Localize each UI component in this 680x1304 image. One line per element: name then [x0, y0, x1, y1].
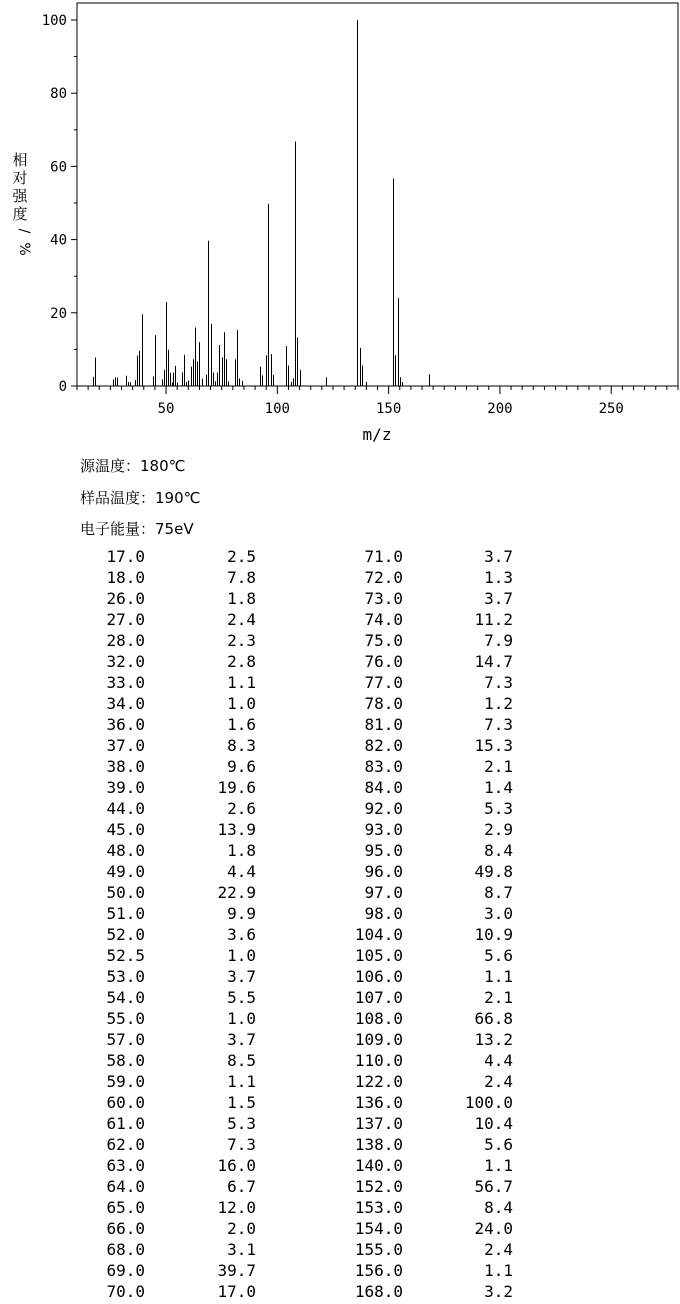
table-row	[0, 903, 680, 924]
mz-cell: 107.0	[354, 988, 403, 1007]
table-row	[0, 777, 680, 798]
mz-cell: 49.0	[106, 862, 145, 881]
x-axis-minor-ticks	[77, 386, 678, 390]
table-row	[0, 1260, 680, 1281]
intensity-cell: 3.7	[227, 1030, 256, 1049]
mz-cell: 54.0	[106, 988, 145, 1007]
mz-cell: 26.0	[106, 589, 145, 608]
mz-cell: 168.0	[354, 1282, 403, 1301]
intensity-cell: 16.0	[217, 1156, 256, 1175]
mz-cell: 72.0	[364, 568, 403, 587]
intensity-cell: 1.6	[227, 715, 256, 734]
intensity-cell: 19.6	[217, 778, 256, 797]
intensity-cell: 3.0	[484, 904, 513, 923]
intensity-cell: 1.2	[484, 694, 513, 713]
table-row	[0, 987, 680, 1008]
mz-cell: 36.0	[106, 715, 145, 734]
table-row	[0, 546, 680, 567]
y-axis-label-char: 对	[12, 169, 28, 187]
table-row	[0, 1008, 680, 1029]
mz-cell: 152.0	[354, 1177, 403, 1196]
table-row	[0, 1281, 680, 1302]
mz-cell: 105.0	[354, 946, 403, 965]
intensity-cell: 6.7	[227, 1177, 256, 1196]
sample-temperature-value: 190℃	[155, 489, 201, 507]
intensity-cell: 7.3	[484, 673, 513, 692]
table-row	[0, 609, 680, 630]
mz-cell: 53.0	[106, 967, 145, 986]
intensity-cell: 3.7	[484, 589, 513, 608]
intensity-cell: 3.7	[227, 967, 256, 986]
intensity-cell: 2.4	[227, 610, 256, 629]
intensity-cell: 1.1	[484, 1261, 513, 1280]
mz-cell: 153.0	[354, 1198, 403, 1217]
table-row	[0, 1197, 680, 1218]
mz-cell: 83.0	[364, 757, 403, 776]
intensity-cell: 9.9	[227, 904, 256, 923]
mass-spectrum-chart	[0, 0, 680, 450]
mz-cell: 81.0	[364, 715, 403, 734]
table-row	[0, 714, 680, 735]
intensity-cell: 11.2	[474, 610, 513, 629]
mz-cell: 28.0	[106, 631, 145, 650]
table-row	[0, 945, 680, 966]
table-row	[0, 861, 680, 882]
mz-cell: 38.0	[106, 757, 145, 776]
intensity-cell: 4.4	[227, 862, 256, 881]
intensity-cell: 8.3	[227, 736, 256, 755]
mz-cell: 92.0	[364, 799, 403, 818]
intensity-cell: 2.6	[227, 799, 256, 818]
mz-cell: 82.0	[364, 736, 403, 755]
mz-cell: 17.0	[106, 547, 145, 566]
plot-border	[77, 3, 678, 386]
mz-cell: 50.0	[106, 883, 145, 902]
table-row	[0, 567, 680, 588]
table-row	[0, 924, 680, 945]
intensity-cell: 14.7	[474, 652, 513, 671]
mz-cell: 84.0	[364, 778, 403, 797]
mz-cell: 33.0	[106, 673, 145, 692]
y-tick-label: 80	[50, 86, 67, 103]
mz-cell: 68.0	[106, 1240, 145, 1259]
mz-cell: 110.0	[354, 1051, 403, 1070]
intensity-cell: 24.0	[474, 1219, 513, 1238]
x-axis-label: m/z	[362, 425, 392, 444]
table-row	[0, 819, 680, 840]
intensity-cell: 1.8	[227, 841, 256, 860]
table-row	[0, 882, 680, 903]
table-row	[0, 651, 680, 672]
mz-cell: 154.0	[354, 1219, 403, 1238]
intensity-cell: 1.5	[227, 1093, 256, 1112]
mz-cell: 63.0	[106, 1156, 145, 1175]
mz-cell: 39.0	[106, 778, 145, 797]
mz-cell: 64.0	[106, 1177, 145, 1196]
intensity-cell: 12.0	[217, 1198, 256, 1217]
intensity-cell: 1.4	[484, 778, 513, 797]
intensity-cell: 1.1	[227, 1072, 256, 1091]
mz-cell: 52.0	[106, 925, 145, 944]
x-tick-label: 200	[487, 401, 513, 417]
y-tick-label: 20	[50, 305, 67, 322]
table-row	[0, 966, 680, 987]
intensity-cell: 13.9	[217, 820, 256, 839]
intensity-cell: 13.2	[474, 1030, 513, 1049]
mz-cell: 136.0	[354, 1093, 403, 1112]
x-tick-label: 100	[264, 401, 290, 417]
mz-cell: 51.0	[106, 904, 145, 923]
intensity-cell: 39.7	[217, 1261, 256, 1280]
mz-cell: 70.0	[106, 1282, 145, 1301]
intensity-cell: 5.6	[484, 1135, 513, 1154]
intensity-cell: 3.7	[484, 547, 513, 566]
intensity-cell: 5.5	[227, 988, 256, 1007]
intensity-cell: 5.3	[227, 1114, 256, 1133]
mz-cell: 122.0	[354, 1072, 403, 1091]
table-row	[0, 840, 680, 861]
intensity-cell: 1.1	[484, 1156, 513, 1175]
mz-cell: 140.0	[354, 1156, 403, 1175]
intensity-cell: 100.0	[464, 1093, 513, 1112]
y-tick-label: 0	[58, 379, 67, 395]
mz-cell: 55.0	[106, 1009, 145, 1028]
electron-energy	[80, 519, 194, 539]
y-axis-label	[12, 151, 32, 256]
intensity-cell: 15.3	[474, 736, 513, 755]
mz-cell: 58.0	[106, 1051, 145, 1070]
intensity-cell: 8.7	[484, 883, 513, 902]
mz-cell: 156.0	[354, 1261, 403, 1280]
mz-cell: 155.0	[354, 1240, 403, 1259]
intensity-cell: 3.2	[484, 1282, 513, 1301]
mz-cell: 61.0	[106, 1114, 145, 1133]
mz-cell: 96.0	[364, 862, 403, 881]
intensity-cell: 2.5	[227, 547, 256, 566]
table-row	[0, 735, 680, 756]
mz-cell: 59.0	[106, 1072, 145, 1091]
intensity-cell: 2.1	[484, 757, 513, 776]
mz-cell: 71.0	[364, 547, 403, 566]
source-temperature-value: 180℃	[140, 457, 186, 475]
spectrum-peaks	[94, 20, 430, 386]
y-axis-ticks	[42, 13, 77, 395]
intensity-cell: 1.0	[227, 1009, 256, 1028]
mz-cell: 109.0	[354, 1030, 403, 1049]
mz-cell: 52.5	[106, 946, 145, 965]
table-row	[0, 798, 680, 819]
mz-cell: 34.0	[106, 694, 145, 713]
plot-frame	[77, 3, 678, 386]
mz-cell: 77.0	[364, 673, 403, 692]
intensity-cell: 2.1	[484, 988, 513, 1007]
sample-temperature	[80, 488, 201, 508]
y-axis-label-char: %	[16, 242, 32, 256]
x-axis-ticks	[158, 386, 624, 417]
y-axis-label-char: /	[16, 228, 32, 234]
electron-energy-value: 75eV	[155, 520, 194, 538]
mz-cell: 97.0	[364, 883, 403, 902]
mz-cell: 93.0	[364, 820, 403, 839]
y-tick-label: 100	[41, 13, 67, 29]
intensity-cell: 2.4	[484, 1072, 513, 1091]
table-row	[0, 1176, 680, 1197]
intensity-cell: 1.8	[227, 589, 256, 608]
table-row	[0, 1239, 680, 1260]
intensity-cell: 9.6	[227, 757, 256, 776]
y-axis-label-char: 度	[12, 205, 28, 223]
mz-cell: 75.0	[364, 631, 403, 650]
intensity-cell: 7.8	[227, 568, 256, 587]
mz-cell: 137.0	[354, 1114, 403, 1133]
mz-cell: 74.0	[364, 610, 403, 629]
intensity-cell: 1.1	[484, 967, 513, 986]
mz-cell: 18.0	[106, 568, 145, 587]
sample-temperature-label: 样品温度：	[80, 489, 156, 507]
mz-cell: 60.0	[106, 1093, 145, 1112]
intensity-cell: 3.1	[227, 1240, 256, 1259]
intensity-cell: 3.6	[227, 925, 256, 944]
mz-cell: 32.0	[106, 652, 145, 671]
intensity-cell: 17.0	[217, 1282, 256, 1301]
intensity-cell: 8.4	[484, 1198, 513, 1217]
intensity-cell: 5.3	[484, 799, 513, 818]
intensity-cell: 2.3	[227, 631, 256, 650]
intensity-cell: 1.1	[227, 673, 256, 692]
intensity-cell: 1.0	[227, 694, 256, 713]
y-axis-label-char: 相	[12, 151, 28, 169]
intensity-cell: 2.0	[227, 1219, 256, 1238]
mz-cell: 106.0	[354, 967, 403, 986]
source-temperature	[80, 456, 186, 476]
x-tick-label: 150	[375, 401, 402, 417]
intensity-cell: 8.5	[227, 1051, 256, 1070]
mz-cell: 73.0	[364, 589, 403, 608]
intensity-cell: 10.9	[474, 925, 513, 944]
intensity-cell: 8.4	[484, 841, 513, 860]
x-tick-label: 50	[157, 401, 175, 417]
table-row	[0, 693, 680, 714]
table-row	[0, 1113, 680, 1134]
table-row	[0, 672, 680, 693]
x-tick-label: 250	[598, 401, 624, 417]
source-temperature-label: 源温度：	[80, 457, 141, 475]
mz-cell: 62.0	[106, 1135, 145, 1154]
intensity-cell: 56.7	[474, 1177, 513, 1196]
electron-energy-label: 电子能量：	[80, 520, 156, 538]
y-tick-label: 60	[50, 159, 67, 176]
table-row	[0, 1155, 680, 1176]
table-row	[0, 1050, 680, 1071]
intensity-cell: 2.4	[484, 1240, 513, 1259]
intensity-cell: 2.8	[227, 652, 256, 671]
intensity-cell: 7.9	[484, 631, 513, 650]
intensity-cell: 49.8	[474, 862, 513, 881]
table-row	[0, 1218, 680, 1239]
mz-cell: 108.0	[354, 1009, 403, 1028]
mz-cell: 95.0	[364, 841, 403, 860]
mz-cell: 69.0	[106, 1261, 145, 1280]
mz-cell: 98.0	[364, 904, 403, 923]
intensity-cell: 1.3	[484, 568, 513, 587]
mz-cell: 37.0	[106, 736, 145, 755]
mz-cell: 45.0	[106, 820, 145, 839]
table-row	[0, 756, 680, 777]
mz-cell: 27.0	[106, 610, 145, 629]
intensity-cell: 10.4	[474, 1114, 513, 1133]
mz-cell: 104.0	[354, 925, 403, 944]
table-row	[0, 1029, 680, 1050]
intensity-cell: 7.3	[484, 715, 513, 734]
y-axis-label-char: 强	[12, 187, 28, 205]
mz-cell: 138.0	[354, 1135, 403, 1154]
mz-cell: 66.0	[106, 1219, 145, 1238]
intensity-cell: 4.4	[484, 1051, 513, 1070]
mz-cell: 65.0	[106, 1198, 145, 1217]
intensity-cell: 5.6	[484, 946, 513, 965]
intensity-cell: 1.0	[227, 946, 256, 965]
table-row	[0, 1092, 680, 1113]
intensity-cell: 2.9	[484, 820, 513, 839]
table-row	[0, 1071, 680, 1092]
table-row	[0, 588, 680, 609]
table-row	[0, 1134, 680, 1155]
mz-cell: 44.0	[106, 799, 145, 818]
mz-cell: 76.0	[364, 652, 403, 671]
table-row	[0, 630, 680, 651]
intensity-cell: 22.9	[217, 883, 256, 902]
mz-cell: 57.0	[106, 1030, 145, 1049]
intensity-cell: 7.3	[227, 1135, 256, 1154]
mz-cell: 48.0	[106, 841, 145, 860]
mz-cell: 78.0	[364, 694, 403, 713]
intensity-cell: 66.8	[474, 1009, 513, 1028]
y-tick-label: 40	[50, 232, 67, 249]
